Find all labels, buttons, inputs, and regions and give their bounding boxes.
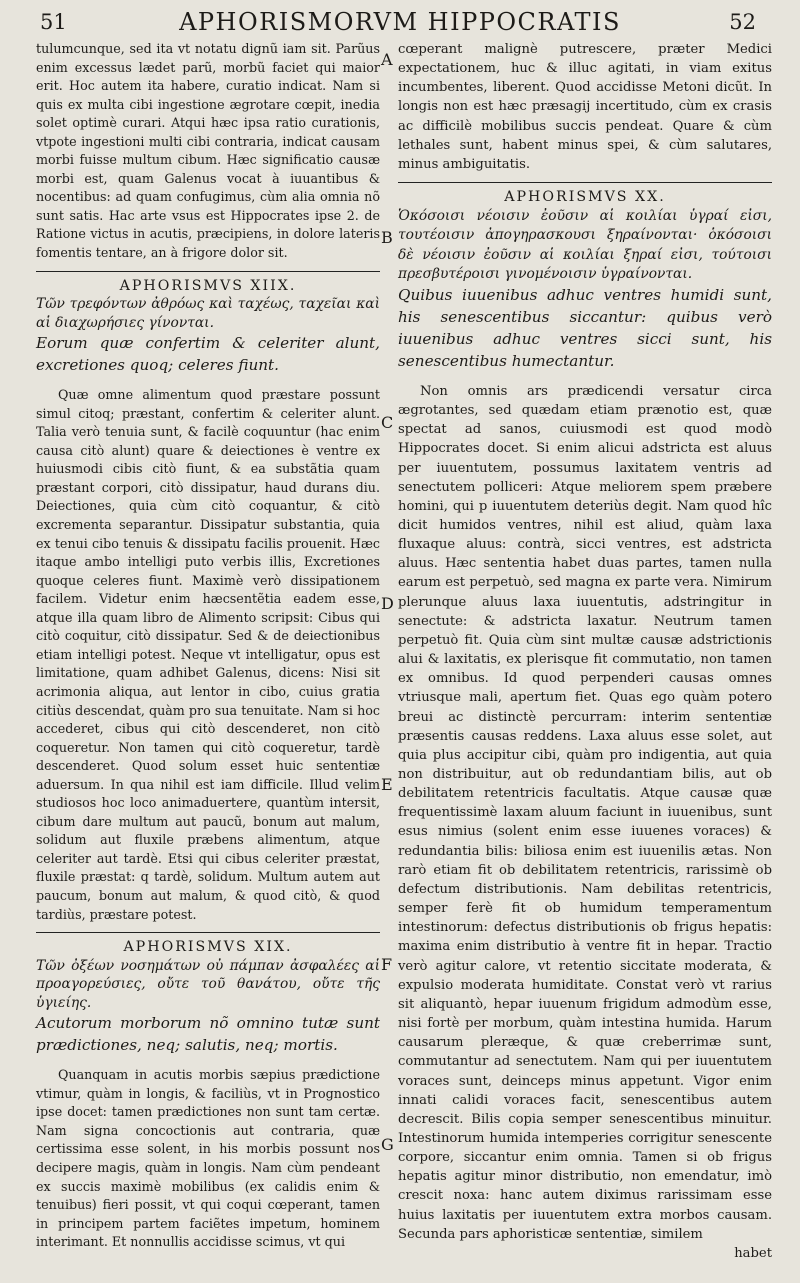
running-header xyxy=(0,4,800,40)
aphorism-18-greek: Τῶν τρεφόντων ἀθρόως καὶ ταχέως, ταχεῖαι καὶ αἱ διαχωρήσιες γίνονται. xyxy=(36,296,380,331)
right-paragraph-1: cœperant malignè putrescere, præter Medici expectationem, huc & illuc agitati, in viam exitus incumbentes, liberent. Quod accidisse Metoni dicũt. In longis non est hæc præsagij incertitudo, cùm ex crasis ac difficilè mobilibus succis pendeat. Quare & cùm lethales sunt, habent minus spei, & cùm salutares, minus ambiguitatis. xyxy=(398,42,772,172)
aphorism-20-greek: Ὁκόσοισι νέοισιν ἐοῦσιν αἱ κοιλίαι ὑγραί εἰσι, τουτέοισιν ἀπογηρασκουσι ξηραίνονται· ὁκόσοισι δὲ νέοισιν ἐοῦσιν αἱ κοιλίαι ξηραί εἰσι, τούτοισι πρεσβυτέροισι γινομένοισιν ὑγραίνονται. xyxy=(398,208,772,282)
aphorism-19-greek: Τῶν ὀξέων νοσημάτων οὐ πάμπαν ἀσφαλέες αἱ προαγορεύσιες, οὔτε τοῦ θανάτου, οὔτε τῆς ὑγιείης. xyxy=(36,957,380,1011)
left-paragraph-1: tulumcunque, sed ita vt notatu dignũ iam sit. Parũus enim excessus lædet parũ, morbũ faciet qui maior erit. Hoc autem ita habere, curatio indicat. Nam si quis ex multa cibi ingestione ægrotare cœpit, inedia solet optimè curari. Atqui hæc ipsa ratio curationis, vtpote ingestioni multi cibi contraria, indicat causam morbi fuisse multum cibum. Hæc significatio causæ morbi est, quam Galenus vocat à iuuantibus & nocentibus: ad quam confugimus, cùm alia omnia nõ sunt satis. Hac arte vsus est Hippocrates ipse 2. de Ratione victus in acutis, præcipiens, in dolore lateris fomentis tentare, an à frigore dolor sit. xyxy=(36,41,380,261)
margin-letter-e: E xyxy=(381,775,393,794)
page-number-right: 52 xyxy=(729,10,756,34)
catchword: habet xyxy=(734,1245,772,1261)
right-column xyxy=(398,40,772,1263)
aphorism-18-latin: Eorum quæ confertim & celeriter alunt, excretiones quoq; celeres fiunt. xyxy=(36,334,380,375)
margin-letter-d: D xyxy=(381,594,394,613)
margin-letter-f: F xyxy=(381,955,393,974)
aphorism-20-heading: APHORISMVS XX. xyxy=(504,189,666,206)
margin-letter-g: G xyxy=(381,1135,394,1154)
left-paragraph-3: Quanquam in acutis morbis sæpius prædictione vtimur, quàm in longis, & faciliùs, vt in Prognostico ipse docet: tamen prædictiones non sunt tam certæ. Nam signa concoctionis aut contraria, quæ certissima esse solent, in his morbis possunt nos decipere magis, quàm in longis. Nam cùm pendeant ex succis maximè mobilibus (ex calidis enim & tenuibus) fieri possit, vt qui coqui cœperant, tamen in principem partem faciẽtes impetum, hominem interimant. Et nonnullis accidisse scimus, vt qui xyxy=(36,1067,380,1250)
right-paragraph-2: Non omnis ars prædicendi versatur circa ægrotantes, sed quædam etiam prænotio est, quæ spectat ad sanos, cuiusmodi est quod modò Hippocrates docet. Si enim alicui adstricta est aluus per iuuentutem, possumus laxitatem ventris ad senectutem polliceri: Atque meliorem spem præbere homini, qui p iuuentutem deteriùs degit. Nam quod hîc dicit humidos ventres, nihil est aliud, quàm laxa fluxaque aluus: contrà, sicci ventres, est adstricta aluus. Hæc sententia habet duas partes, tamen nulla earum est perpetuò, sed magna ex parte vera. Nimirum plerunque aluus laxa iuuentutis, adstringitur in senectute: & adstricta laxatur. Neutrum tamen perpetuò fit. Quia cùm sint multæ causæ adstrictionis alui & laxitatis, ex plerisque fit commutatio, non tamen ex omnibus. Id quod perpenderi causas omnes vtriusque mali, apertum fiet. Quas ego quàm potero breui ac distinctè percurram: interim sententiæ præsentis causas reddens. Laxa aluus esse solet, aut quia plus accipitur cibi, quàm pro indigentia, aut quia non distribuitur, aut ob redundantiam bilis, aut ob debilitatem retentricis facultatis. Atque causæ quæ frequentissimè laxam aluum faciunt in iuuenibus, sunt esus nimius (solent enim esse iuuenes voraces) & redundantia bilis: biliosa enim est iuuenilis ætas. Non rarò etiam fit ob debilitatem retentricis, rarissimè ob defectum distributionis. Nam debilitas retentricis, semper ferè fit ob humidum temperamentum intestinorum: defectus distributionis ob frigus hepatis: maxima enim distributio à ventre fit in hepar. Tractio verò agitur calore, vt retentio siccitate moderata, & expulsio moderata humiditate. Constat verò vt rarius sit aliquantò, hepar iuuenum frigidum admodùm esse, nisi fortè per morbum, quàm intestina humida. Harum causarum pleræque, & quæ creberrimæ sunt, commutantur ad senectutem. Nam qui per iuuentutem voraces sunt, deinceps minus appetunt. Vigor enim innati calidi voraces facit, senescentibus autem decrescit. Bilis copia semper senescentibus minuitur. Intestinorum humida intemperies corrigitur senescente corpore, siccantur enim omnia. Tamen si ob frigus hepatis agitur minor distributio, non emendatur, imò crescit noxa: hanc autem diximus rarissimam esse huius laxitatis per iuuentutem extra morbos causam. Secunda pars aphoristicæ sententiæ, similem xyxy=(398,383,772,1242)
section-rule xyxy=(36,932,380,933)
margin-letter-a: A xyxy=(381,50,393,69)
page-number-left: 51 xyxy=(40,10,67,34)
margin-letter-c: C xyxy=(381,413,394,432)
left-column xyxy=(36,40,380,1252)
aphorism-19-heading: APHORISMVS XIX. xyxy=(123,939,293,956)
running-title: APHORISMORVM HIPPOCRATIS xyxy=(179,8,621,36)
section-rule xyxy=(36,271,380,272)
aphorism-18-heading: APHORISMVS XIIX. xyxy=(119,277,297,294)
section-rule xyxy=(398,182,772,183)
left-paragraph-2: Quæ omne alimentum quod præstare possunt simul citoq; præstant, confertim & celeriter alunt. Talia verò tenuia sunt, & facilè coquuntur (hac enim causa citò alunt) quare & deiectiones è ventre ex huiusmodi cibis citò fiunt, & ea substãtia quam præstant corpori, citò dissipatur, haud durans diu. Deiectiones, quia cùm citò coquantur, & citò excrementa separantur. Dissipatur substantia, quia ex tenui cibo tenuis & dissipatu facilis prouenit. Hæc itaque ambo intelligi puto verbis illis, Excretiones quoque celeres fiunt. Maximè verò dissipationem facilem. Videtur enim hæcsentẽtia eadem esse, atque illa quam libro de Alimento scripsit: Cibus qui citò coquitur, citò dissipatur. Sed & de deiectionibus etiam intelligi potest. Neque vt intelligatur, opus est limitatione, quam adhibet Galenus, dicens: Nisi sit acrimonia aliqua, aut lentor in cibo, cuius gratia citiùs descendat, quàm pro sua tenuitate. Nam si hoc accederet, cibus qui citò descenderet, non citò coqueretur. Non tamen qui citò coqueretur, tardè descenderet. Quod solum esset huic sententiæ aduersum. In qua nihil est iam difficile. Illud velim studiosos hoc loco animaduertere, quantùm intersit, cibum dare multum aut paucũ, bonum aut malum, solidum aut fluxile præbens alimentum, atque celeriter aut tardè. Etsi qui cibus celeriter præstat, fluxile præstat: q tardè, solidum. Multum autem aut paucum, bonum aut malum, & quod citò, & quod tardiùs, præstare potest. xyxy=(36,387,380,922)
margin-letter-b: B xyxy=(381,228,393,247)
aphorism-19-latin: Acutorum morborum nõ omnino tutæ sunt prædictiones, neq; salutis, neq; mortis. xyxy=(36,1014,380,1055)
aphorism-20-latin: Quibus iuuenibus adhuc ventres humidi sunt, his senescentibus siccantur: quibus verò iuuenibus adhuc ventres sicci sunt, his senescentibus humectantur. xyxy=(398,285,772,370)
